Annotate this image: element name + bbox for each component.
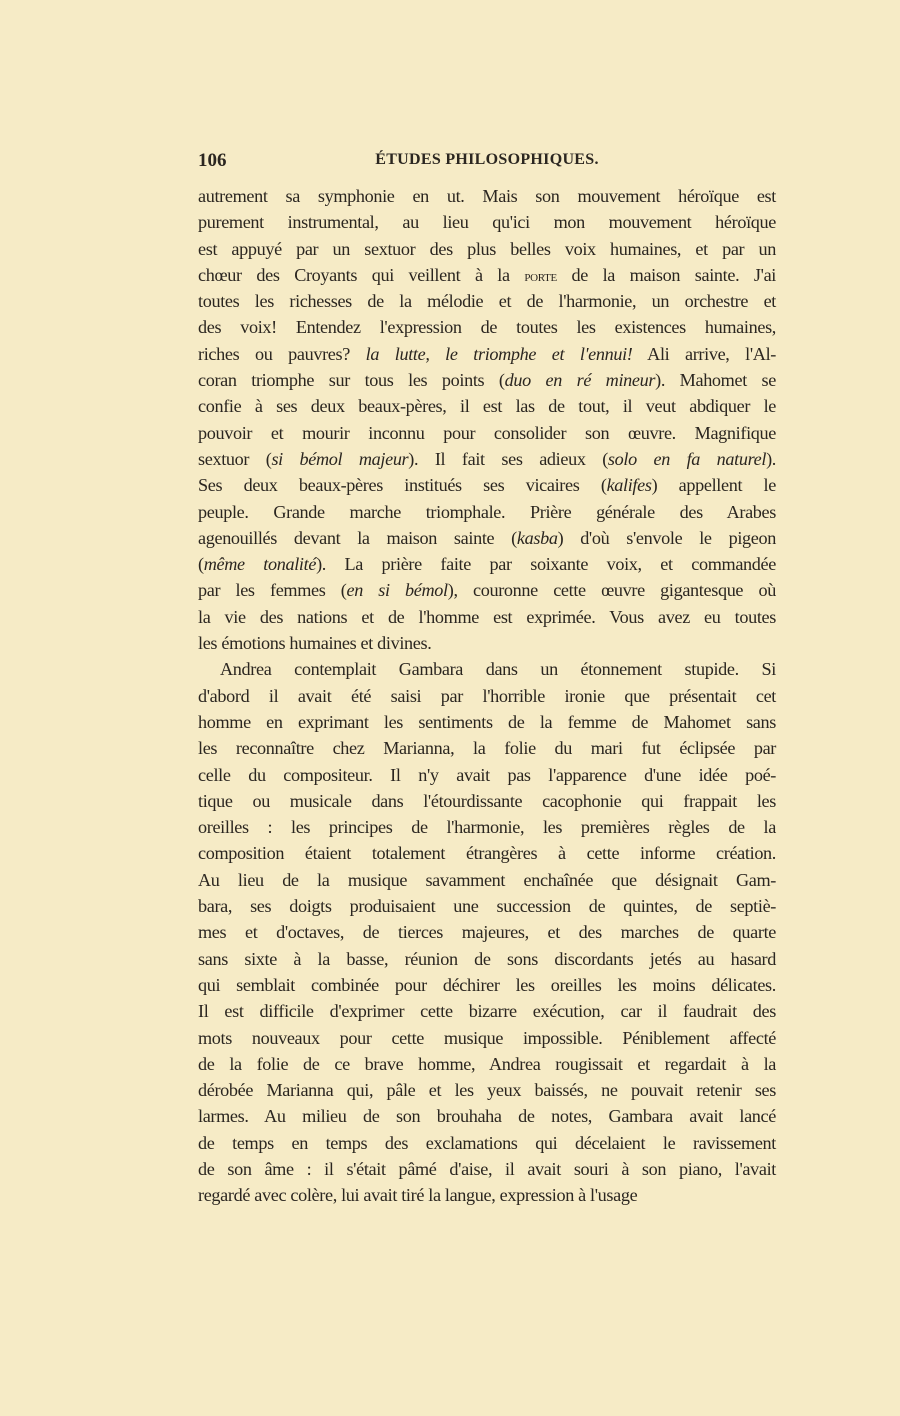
text-line [198,367,776,393]
italic-text: la lutte, le triomphe et l'ennui! [365,343,633,364]
text-segment: dérobée Marianna qui, pâle et les yeux baissés, ne pouvait retenir ses [198,1080,776,1101]
text-line [198,472,776,498]
text-segment: ) d'où s'envole le pigeon [557,527,776,548]
italic-text: duo en ré mineur [504,370,656,391]
text-segment: composition étaient totalement étrangères à cette informe création. [198,843,776,864]
text-segment: purement instrumental, au lieu qu'ici mon mouvement héroïque [198,212,776,233]
text-segment: par les femmes ( [198,580,347,601]
text-segment: homme en exprimant les sentiments de la femme de Mahomet sans [198,711,776,732]
text-segment: de son âme : il s'était pâmé d'aise, il avait souri à son piano, l'avait [198,1158,776,1179]
text-line [198,893,776,919]
italic-text: même tonalité [203,554,317,575]
text-line [198,393,776,419]
text-segment: est appuyé par un sextuor des plus belles voix humaines, et par un [198,238,776,259]
text-segment: sextuor ( [198,448,272,469]
text-line [198,788,776,814]
body-text [198,183,776,1209]
text-line [198,946,776,972]
text-segment: chœur des Croyants qui veillent à la [198,264,525,285]
text-line [198,656,776,682]
text-line [198,1103,776,1129]
text-line [198,1182,776,1208]
text-line [198,209,776,235]
text-line [198,735,776,761]
text-line [198,236,776,262]
text-segment: autrement sa symphonie en ut. Mais son mouvement héroïque est [198,186,776,206]
running-title: ÉTUDES PHILOSOPHIQUES. [375,151,599,168]
text-line [198,919,776,945]
italic-text: si bémol majeur [271,448,409,469]
text-line [198,867,776,893]
text-segment: sans sixte à la basse, réunion de sons discordants jetés au hasard [198,948,776,969]
page-header [198,150,776,176]
text-line [198,420,776,446]
text-segment: ). Il fait ses adieux ( [408,448,608,469]
text-segment: ) appellent le [651,475,776,496]
text-line [198,998,776,1024]
text-segment: qui semblait combinée pour déchirer les oreilles les moins délicates. [198,974,776,995]
text-segment: Andrea contemplait Gambara dans un étonnement stupide. Si [220,659,776,680]
text-line [198,604,776,630]
text-line [198,499,776,525]
italic-text: kalifes [606,475,652,496]
text-segment: de temps en temps des exclamations qui décelaient le ravissement [198,1132,776,1153]
text-segment: ). [766,448,776,469]
text-segment: de la folie de ce brave homme, Andrea rougissait et regardait à la [198,1053,776,1074]
text-line [198,840,776,866]
text-segment: les émotions humaines et divines. [198,633,432,654]
text-segment: mes et d'octaves, de tierces majeures, et des marches de quarte [198,922,776,943]
text-segment: peuple. Grande marche triomphale. Prière générale des Arabes [198,501,776,522]
text-line [198,972,776,998]
text-segment: ). Mahomet se [655,370,776,391]
text-segment: la vie des nations et de l'homme est exprimée. Vous avez eu toutes [198,606,776,627]
text-line [198,577,776,603]
text-line [198,630,776,656]
text-segment: agenouillés devant la maison sainte ( [198,527,517,548]
text-segment: riches ou pauvres? [198,343,366,364]
text-line [198,1077,776,1103]
text-segment: Il est difficile d'exprimer cette bizarre exécution, car il faudrait des [198,1001,776,1022]
text-line [198,814,776,840]
page-number: 106 [198,150,227,171]
italic-text: solo en fa naturel [607,448,767,469]
text-segment: larmes. Au milieu de son brouhaha de notes, Gambara avait lancé [198,1106,776,1127]
text-segment: pouvoir et mourir inconnu pour consolider son œuvre. Magnifique [198,422,776,443]
text-line [198,762,776,788]
text-segment: oreilles : les principes de l'harmonie, les premières règles de la [198,817,776,838]
text-segment: bara, ses doigts produisaient une succession de quintes, de septiè- [198,896,776,917]
text-segment: regardé avec colère, lui avait tiré la langue, expression à l'usage [198,1185,638,1206]
text-line [198,314,776,340]
text-line [198,1130,776,1156]
text-segment: mots nouveaux pour cette musique impossible. Péniblement affecté [198,1027,776,1048]
text-line [198,262,776,288]
text-line [198,341,776,367]
text-segment: Ali arrive, l'Al- [632,343,776,364]
text-line [198,1025,776,1051]
text-segment: confie à ses deux beaux-pères, il est las de tout, il veut abdiquer le [198,396,776,417]
text-segment: d'abord il avait été saisi par l'horrible ironie que présentait cet [198,685,776,706]
text-segment: Ses deux beaux-pères institués ses vicaires ( [198,475,607,496]
text-line [198,525,776,551]
text-segment: celle du compositeur. Il n'y avait pas l'apparence d'une idée poé- [198,764,776,785]
text-segment: ). La prière faite par soixante voix, et commandée [316,554,776,575]
text-line [198,288,776,314]
text-segment: ), couronne cette œuvre gigantesque où [447,580,776,601]
text-line [198,183,776,209]
text-line [198,683,776,709]
text-segment: Au lieu de la musique savamment enchaînée que désignait Gam- [198,869,776,890]
paragraph [198,183,776,656]
text-line [198,709,776,735]
italic-text: en si bémol [346,580,448,601]
text-segment: coran triomphe sur tous les points ( [198,370,505,391]
text-line [198,551,776,577]
italic-text: kasba [516,527,558,548]
text-segment: de la maison sainte. J'ai [556,264,776,285]
text-line [198,446,776,472]
text-segment: toutes les richesses de la mélodie et de l'harmonie, un orchestre et [198,291,776,312]
text-segment: tique ou musicale dans l'étourdissante cacophonie qui frappait les [198,790,776,811]
text-segment: les reconnaître chez Marianna, la folie du mari fut éclipsée par [198,738,776,759]
small-caps-text: porte [524,268,557,285]
text-segment: ( [198,554,204,575]
text-line [198,1051,776,1077]
paragraph [198,656,776,1208]
text-segment: des voix! Entendez l'expression de toutes les existences humaines, [198,317,776,338]
text-line [198,1156,776,1182]
